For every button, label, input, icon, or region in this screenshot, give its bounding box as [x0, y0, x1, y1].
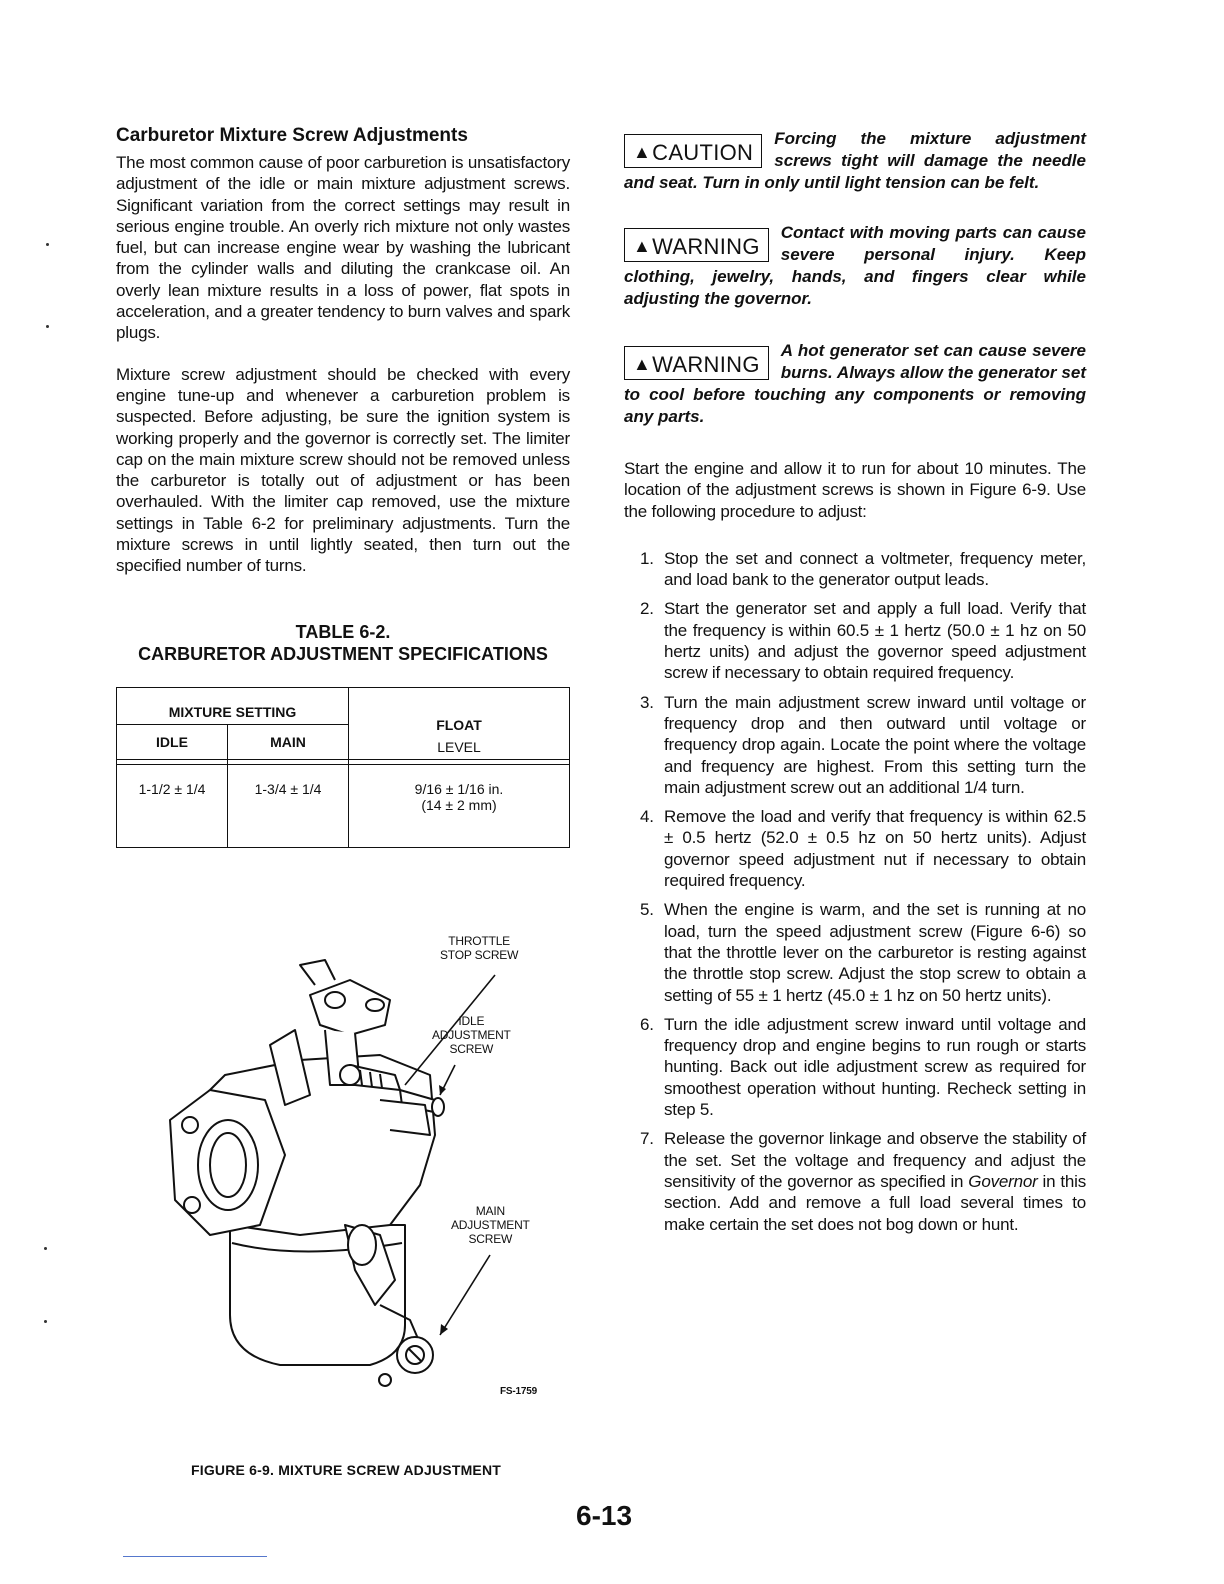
- left-column: [116, 124, 570, 848]
- header-idle: IDLE: [117, 724, 228, 759]
- label-line: ADJUSTMENT: [451, 1218, 530, 1232]
- step-item: [624, 806, 1086, 891]
- step-text: Remove the load and verify that frequency is within 62.5 ± 0.5 hertz (52.0 ± 0.5 hz on 50 hertz units). Adjust governor speed adjustment nut if necessary to obtain required frequency.: [664, 807, 1086, 891]
- step-number: 7.: [640, 1129, 654, 1149]
- step-item: [624, 899, 1086, 1005]
- procedure-steps: [624, 548, 1086, 1235]
- warning-badge: [624, 346, 769, 380]
- step-item: [624, 692, 1086, 798]
- label-idle-adjustment-screw: [432, 1014, 511, 1056]
- step-number: 4.: [640, 807, 654, 827]
- warning-label: WARNING: [652, 352, 760, 377]
- step-text: Release the governor linkage and observe the stability of the set. Set the voltage and frequency and adjust the sensitivity of the governor as specified in: [664, 1129, 1086, 1191]
- warning-badge: [624, 228, 769, 262]
- carburetor-spec-table: [116, 687, 570, 848]
- step-text: in this section. Add and remove a full load several times to make certain the set does not bog down or hunt.: [664, 1171, 1086, 1234]
- paragraph-rich-lean: The most common cause of poor carburetion is unsatisfactory adjustment of the idle or main mixture adjustment screws. Significant variation from the correct settings may result in serious engine trouble. An overly rich mixture not only wastes fuel, but can increase engine wear by washing the lubricant from the cylinder walls and diluting the crankcase oil. An overly lean mixture results in a loss of power, flat spots in acceleration, and a greater tendency to burn valves and spark plugs.: [116, 153, 570, 343]
- label-line: THROTTLE: [448, 934, 510, 948]
- label-line: STOP SCREW: [440, 948, 519, 962]
- step-number: 2.: [640, 599, 654, 619]
- section-heading: Carburetor Mixture Screw Adjustments: [116, 125, 468, 146]
- scan-dot: [46, 243, 49, 246]
- figure-caption: FIGURE 6-9. MIXTURE SCREW ADJUSTMENT: [191, 1462, 502, 1478]
- caution-notice: [624, 128, 1086, 194]
- cell-idle-value: 1-1/2 ± 1/4: [117, 764, 228, 847]
- step-number: 1.: [640, 548, 654, 568]
- step-text: Stop the set and connect a voltmeter, frequency meter, and load bank to the generator output leads.: [664, 548, 1086, 590]
- label-line: SCREW: [449, 1042, 494, 1056]
- step-item: [624, 1128, 1086, 1234]
- warning-notice-moving-parts: [624, 222, 1086, 310]
- label-line: MAIN: [475, 1204, 505, 1218]
- figure-code: FS-1759: [500, 1386, 537, 1397]
- step-item: [624, 598, 1086, 683]
- throttle-lever: [310, 980, 390, 1035]
- scan-dot: [44, 1320, 47, 1323]
- warning-label: WARNING: [652, 234, 760, 259]
- warning-triangle-icon: ▲: [633, 354, 652, 374]
- step-number: 5.: [640, 900, 654, 920]
- header-main: MAIN: [228, 724, 349, 759]
- carburetor-figure: [150, 925, 570, 1405]
- leader-main: [440, 1255, 490, 1335]
- label-main-adjustment-screw: [451, 1204, 530, 1246]
- cell-float-value: [349, 764, 570, 847]
- step-item: [624, 548, 1086, 591]
- warning-notice-hot-set: [624, 340, 1086, 428]
- page-number: 6-13: [576, 1500, 633, 1531]
- procedure-intro: Start the engine and allow it to run for about 10 minutes. The location of the adjustment screws is shown in Figure 6-9. Use the following procedure to adjust:: [624, 459, 1086, 521]
- step-number: 6.: [640, 1014, 654, 1034]
- step-text-emphasis: Governor: [968, 1171, 1038, 1191]
- table-name: CARBURETOR ADJUSTMENT SPECIFICATIONS: [138, 643, 548, 664]
- label-line: IDLE: [458, 1014, 485, 1028]
- step-number: 3.: [640, 692, 654, 712]
- footer-rule: [123, 1556, 267, 1557]
- carburetor-illustration: [150, 925, 570, 1405]
- scan-dot: [46, 325, 49, 328]
- warning-triangle-icon: ▲: [633, 236, 652, 256]
- header-mixture-setting: MIXTURE SETTING: [117, 687, 349, 724]
- header-level: LEVEL: [437, 738, 481, 755]
- label-line: ADJUSTMENT: [432, 1028, 511, 1042]
- step-text: Start the generator set and apply a full load. Verify that the frequency is within 60.5 ± 1 hertz (50.0 ± 1 hz on 50 hertz units) and adjust the governor speed adjustment screw if necessary to obtain required frequency.: [664, 599, 1086, 683]
- paragraph-adjustment-check: Mixture screw adjustment should be checked with every engine tune-up and whenever a carburetion problem is suspected. Before adjusting, be sure the ignition system is working properly and the governor is correctly set. The limiter cap on the main mixture screw should not be removed unless the carburetor is totally out of adjustment or has been overhauled. With the limiter cap removed, use the mixture settings in Table 6-2 for preliminary adjustments. Turn the mixture screws in until lightly seated, then turn out the specified number of turns.: [116, 364, 570, 576]
- right-column: [624, 128, 1086, 1243]
- float-value-in: 9/16 ± 1/16 in.: [414, 780, 504, 797]
- header-float: FLOAT: [436, 716, 482, 733]
- warning-triangle-icon: ▲: [633, 142, 652, 162]
- caution-text: Forcing the mixture adjustment screws tight will damage the needle and seat. Turn in only until light tension can be felt.: [624, 129, 1086, 192]
- header-float-level: [349, 687, 570, 759]
- step-text: Turn the main adjustment screw inward until voltage or frequency drop and then outward until voltage or frequency drop again. Locate the point where the voltage and frequency are highest. From this setting turn the main adjustment screw out an additional 1/4 turn.: [664, 692, 1086, 797]
- step-text: Turn the idle adjustment screw inward until voltage and frequency drop and engine begins to run rough or starts hunting. Back out idle adjustment screw as required for smoothest operation without hunting. Recheck setting in step 5.: [664, 1014, 1086, 1120]
- table-title: [116, 621, 570, 665]
- cell-main-value: 1-3/4 ± 1/4: [228, 764, 349, 847]
- caution-label: CAUTION: [652, 140, 754, 165]
- label-line: SCREW: [468, 1232, 513, 1246]
- scan-dot: [44, 1247, 47, 1250]
- float-value-mm: (14 ± 2 mm): [421, 796, 497, 813]
- step-item: [624, 1014, 1086, 1120]
- caution-badge: [624, 134, 762, 168]
- table-number: TABLE 6-2.: [295, 621, 391, 642]
- label-throttle-stop-screw: [440, 934, 518, 962]
- step-text: When the engine is warm, and the set is running at no load, turn the speed adjustment screw (Figure 6-6) so that the throttle lever on the carburetor is resting against the throttle stop screw. Adjust the stop screw to obtain a setting of 55 ± 1 hertz (45.0 ± 1 hz on 50 hertz units).: [664, 900, 1086, 1005]
- warning-text: Contact with moving parts can cause severe personal injury. Keep clothing, jewelry, hands, and fingers clear while adjusting the governor.: [624, 223, 1086, 308]
- warning-text: A hot generator set can cause severe burns. Always allow the generator set to cool before touching any components or removing any parts.: [624, 341, 1086, 426]
